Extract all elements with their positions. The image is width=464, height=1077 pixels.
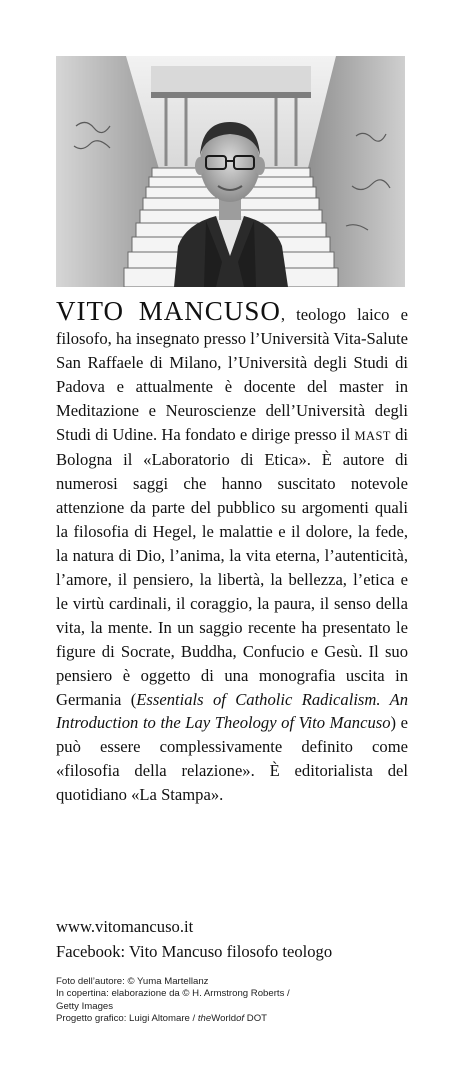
facebook-link[interactable]: Facebook: Vito Mancuso filosofo teologo <box>56 941 333 961</box>
author-name: VITO MANCUSO <box>56 296 281 326</box>
bio-text-part-1: , teologo laico e filosofo, ha insegnato presso l’Università Vita-Salute San Raffaele di Milano, l’Università degli Studi di Padova e attualmente è docente del master in Meditazione e Neuroscienze dell’Università degli Studi di Udine. Ha fondato e dirige presso il <box>56 305 408 444</box>
design-credit-the: the <box>197 1013 212 1025</box>
design-credit-prefix: Progetto grafico: Luigi Altomare / <box>56 1013 198 1025</box>
design-credit-dot: DOT <box>244 1013 268 1025</box>
author-photo-drawing <box>56 56 405 287</box>
bio-text-part-2: di Bologna il «Laboratorio di Etica». È autore di numerosi saggi che hanno suscitato notevole attenzione da parte del pubblico su argomenti quali la filosofia di Hegel, le malattie e il dolore, la fede, la natura di Dio, l’anima, la vita eterna, l’autenticità, l’amore, il pensiero, la libertà, la bellezza, l’etica e le virtù cardinali, il coraggio, la paura, il senso della vita, la mente. In un saggio recente ha presentato le figure di Socrate, Buddha, Confucio e Gesù. Il suo pensiero è oggetto di una monografia uscita in Germania ( <box>56 424 409 709</box>
cover-credit-continued: Getty Images <box>56 1000 114 1012</box>
cover-credit: In copertina: elaborazione da © H. Armstrong Roberts / <box>56 988 290 1000</box>
author-biography <box>56 296 409 807</box>
design-credit-world: World <box>211 1013 237 1025</box>
photo-credit: Foto dell’autore: © Yuma Martellanz <box>56 976 209 987</box>
mast-acronym: MAST <box>354 428 391 443</box>
design-credit-of: of <box>236 1013 245 1025</box>
author-links <box>56 915 416 964</box>
design-credit <box>56 1013 416 1025</box>
website-link[interactable]: www.vitomancuso.it <box>56 917 194 936</box>
credits-block <box>56 976 416 1026</box>
author-photo <box>56 56 405 287</box>
monograph-title: Essentials of Catholic Radicalism. An Introduction to the Lay Theology of Vito Mancuso <box>56 689 408 733</box>
bio-text-part-3: ) e può essere complessivamente definito come «filosofia della relazione». È editorialista del quotidiano «La Stampa». <box>56 713 409 805</box>
